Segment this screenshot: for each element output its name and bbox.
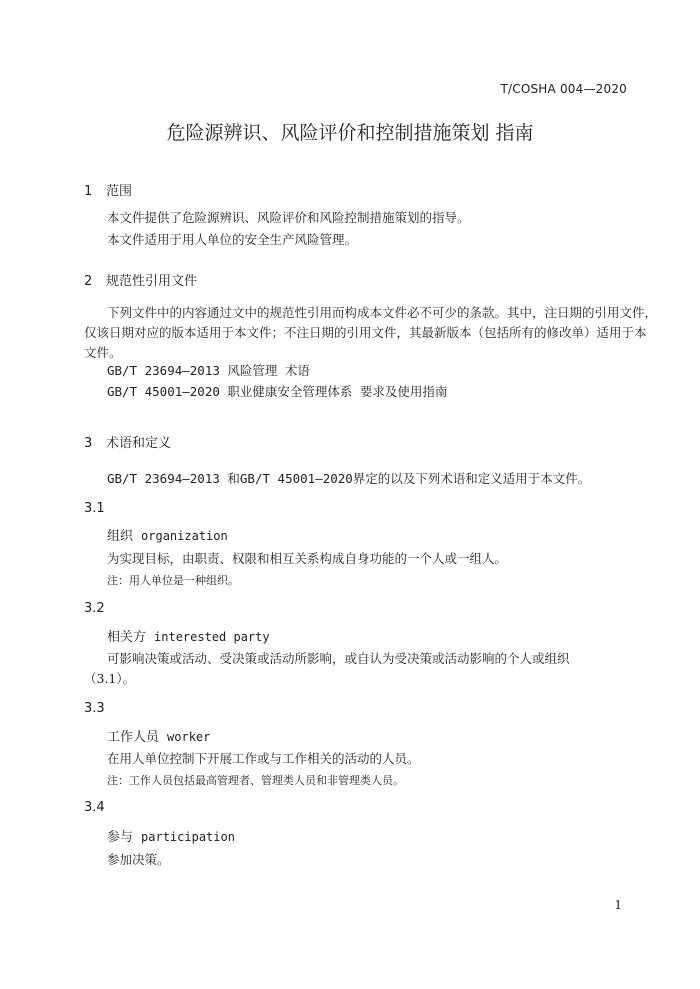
standard-code: T/COSHA 004—2020: [500, 82, 627, 96]
section-title: 范围: [106, 184, 133, 199]
scope-line-2: 本文件适用于用人单位的安全生产风险管理。: [107, 232, 358, 247]
term-number: 3.3: [84, 701, 105, 716]
term-heading: [107, 525, 228, 544]
section-3-heading: [84, 432, 171, 451]
reference-1: GB/T 23694—2013 风险管理 术语: [107, 363, 310, 378]
term-zh: 组织: [107, 529, 134, 544]
section-number: 1: [84, 184, 93, 199]
normative-line-3: 文件。: [84, 345, 122, 360]
reference-2: GB/T 45001—2020 职业健康安全管理体系 要求及使用指南: [107, 384, 448, 399]
term-note: 注：用人单位是一种组织。: [107, 574, 239, 587]
section-title: 规范性引用文件: [106, 274, 198, 289]
term-heading: [107, 826, 235, 845]
term-zh: 相关方: [107, 630, 147, 645]
term-en: participation: [141, 830, 235, 844]
term-definition-line-1: 可影响决策或活动、受决策或活动所影响，或自认为受决策或活动影响的个人或组织: [107, 651, 570, 666]
section-number: 2: [84, 274, 93, 289]
scope-line-1: 本文件提供了危险源辨识、风险评价和风险控制措施策划的指导。: [107, 210, 470, 225]
normative-line-1: 下列文件中的内容通过文中的规范性引用而构成本文件必不可少的条款。其中，注日期的引用文件，: [107, 305, 658, 320]
terms-intro: GB/T 23694—2013 和GB/T 45001—2020界定的以及下列术语和定义适用于本文件。: [107, 471, 591, 486]
page-number: 1: [614, 898, 622, 912]
term-note: 注：工作人员包括最高管理者、管理类人员和非管理类人员。: [107, 774, 404, 787]
term-en: worker: [167, 730, 211, 744]
term-en: organization: [141, 529, 228, 543]
term-en: interested party: [154, 630, 270, 644]
term-zh: 参与: [107, 830, 134, 845]
section-title: 术语和定义: [106, 436, 172, 451]
term-definition: 在用人单位控制下开展工作或与工作相关的活动的人员。: [107, 751, 420, 766]
term-number: 3.2: [84, 601, 105, 616]
section-2-heading: [84, 270, 197, 289]
term-zh: 工作人员: [107, 730, 160, 745]
term-definition: 参加决策。: [107, 852, 170, 867]
term-definition: 为实现目标，由职责、权限和相互关系构成自身功能的一个人或一组人。: [107, 551, 508, 566]
term-definition-line-2: （3.1）。: [84, 671, 136, 686]
document-title: 危险源辨识、风险评价和控制措施策划 指南: [166, 122, 534, 144]
term-number: 3.1: [84, 501, 105, 516]
section-1-heading: [84, 180, 132, 199]
normative-line-2: 仅该日期对应的版本适用于本文件；不注日期的引用文件，其最新版本（包括所有的修改单）适用于本: [84, 325, 647, 340]
section-number: 3: [84, 436, 93, 451]
term-number: 3.4: [84, 800, 105, 815]
term-heading: [107, 626, 270, 645]
term-heading: [107, 726, 210, 745]
